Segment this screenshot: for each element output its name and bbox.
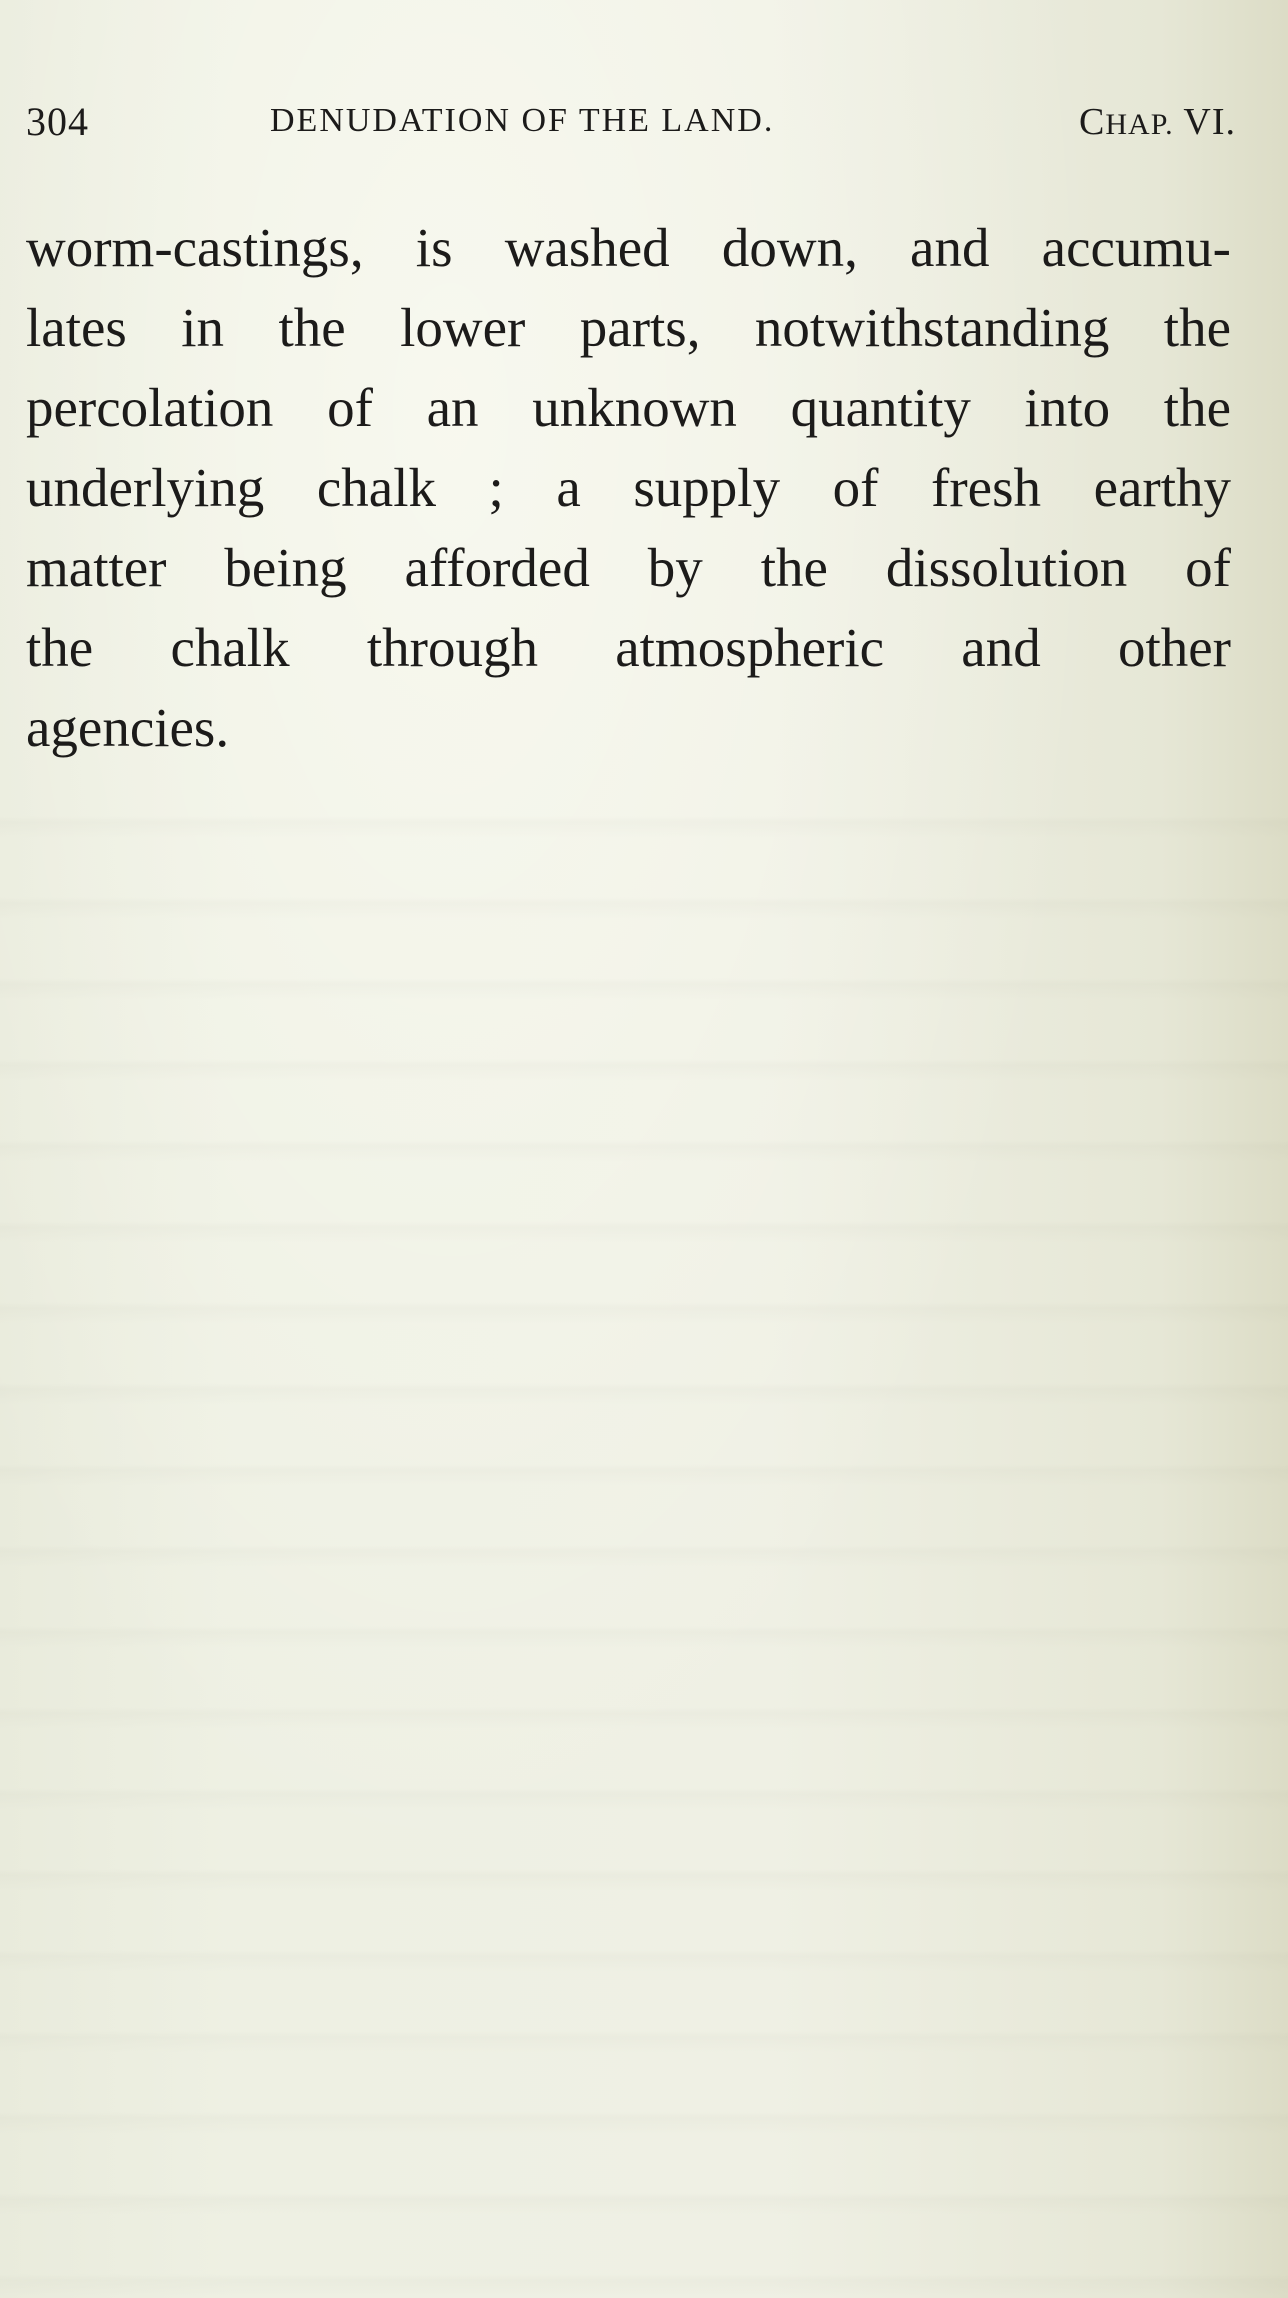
text-line: lates in the lower parts, notwithstanding the <box>26 297 1231 358</box>
body-paragraph <box>26 208 1231 768</box>
show-through-texture <box>0 760 1288 2298</box>
chapter-label <box>1079 100 1236 144</box>
running-header <box>26 98 1236 148</box>
text-line: matter being afforded by the dissolution of <box>26 537 1231 598</box>
page-number: 304 <box>26 99 89 144</box>
text-line: percolation of an unknown quantity into the <box>26 377 1231 438</box>
chapter-small-caps: HAP. <box>1105 108 1174 141</box>
text-line: worm-castings, is washed down, and accumu- <box>26 217 1231 278</box>
chapter-number: VI. <box>1173 101 1236 143</box>
text-line: underlying chalk ; a supply of fresh earthy <box>26 457 1231 518</box>
chapter-prefix: C <box>1079 101 1106 143</box>
text-line: the chalk through atmospheric and other <box>26 617 1231 678</box>
running-title: DENUDATION OF THE LAND. <box>270 102 775 139</box>
text-line: agencies. <box>26 697 230 758</box>
